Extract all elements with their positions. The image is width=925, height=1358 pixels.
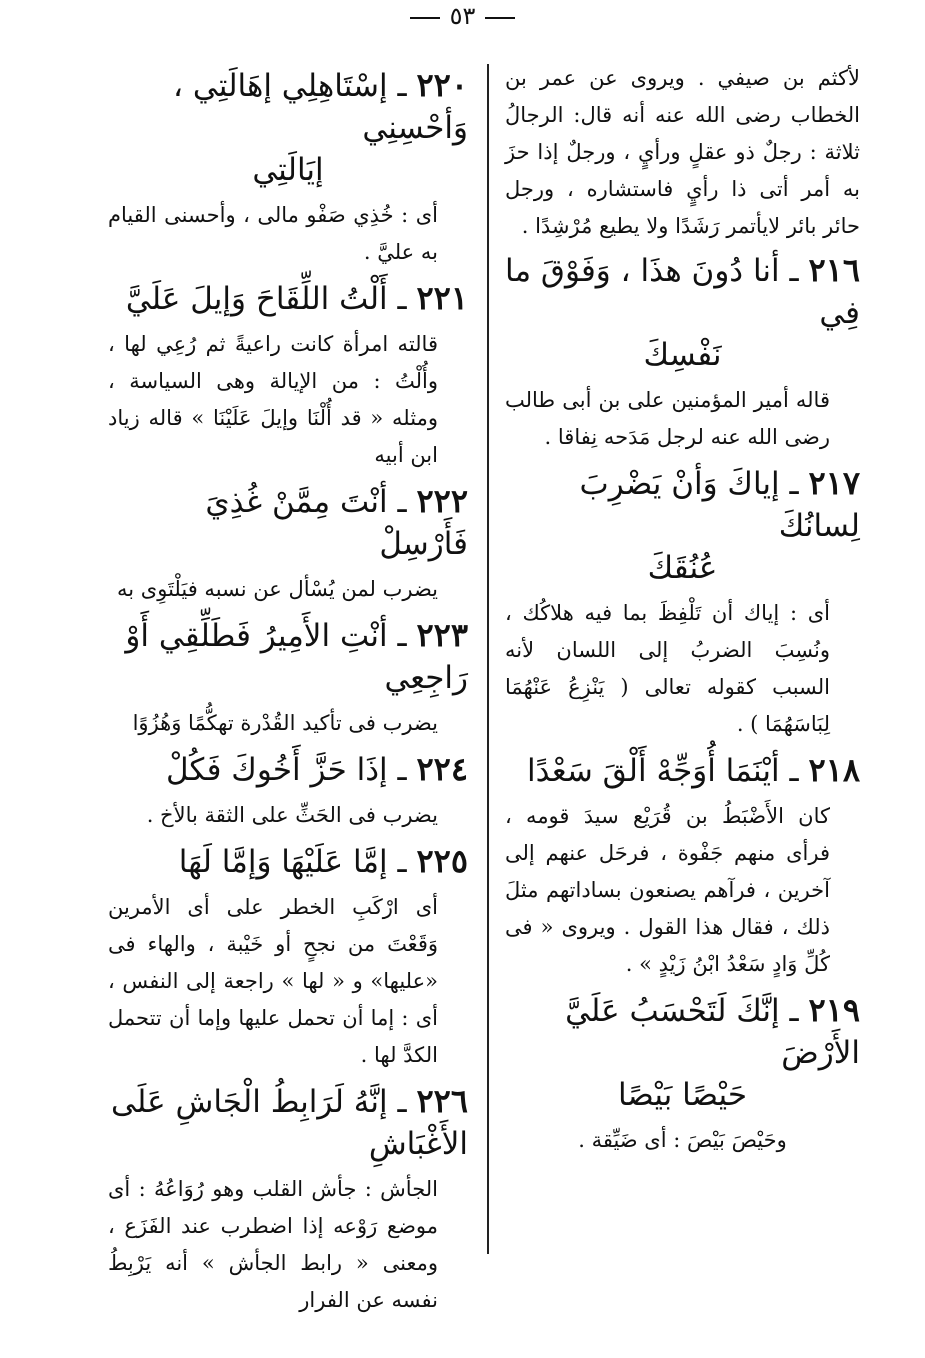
page-number: [0, 2, 925, 30]
entry-proverb: أنْتَ مِمَّنْ غُذِيَ فَأَرْسِلْ: [205, 484, 468, 562]
entry-224: [108, 748, 468, 834]
entry-218: [505, 749, 860, 983]
right-column: [505, 60, 860, 1165]
page-number-dash-right: [485, 17, 515, 19]
entry-explanation: أى ارْكَبِ الخطر على أى الأمرين وَقَعْتَ من نجحٍ أو خَيْبة ، والهاء فى «عليها» و « لها » راجعة إلى النفس ، أى : إما أن تحمل عليها وإما أن تتحمل الكدَّ لها .: [108, 895, 438, 1067]
entry-proverb: إنَّكَ لَتَحْسَبُ عَلَيَّ الأَرْضَ: [565, 993, 860, 1071]
entry-222: [108, 480, 468, 608]
entry-proverb: إسْتَاهِلِي إهَالَتِي ، وَأحْسِنِي: [173, 68, 468, 146]
entry-proverb-continued: إيَالَتِي: [252, 152, 324, 188]
entry-explanation: يضرب فى الحَثِّ على الثقة بالأخ .: [146, 803, 438, 827]
entry-explanation: قاله أمير المؤمنين على بن أبى طالب رضى الله عنه لرجل مَدَحه نِفاقا .: [505, 388, 830, 449]
right-column-intro: لأكثم بن صيفي . ويروى عن عمر بن الخطاب رضى الله عنه أنه قال: الرجالُ ثلاثة : رجلٌ ذو عقلٍ ورأيٍ ، ورجلٌ إذا حزَ به أمر أتى ذا رأيٍ فاستشاره ، ورجل حائر بائر لايأتمر رَشَدًا ولا يطيع مُرْشِدًا .: [505, 66, 860, 238]
entry-heading: ٢٢٣ ـ أنْتِ الأَمِيرُ فَطَلِّقِي أَوْ رَاجِعِي: [125, 616, 468, 696]
entry-heading: ٢١٦ ـ أنا دُونَ هذَا ، وَفَوْقَ ما فِي نَفْسِكَ: [505, 249, 860, 376]
entry-223: [108, 614, 468, 742]
entry-216: [505, 249, 860, 456]
entry-proverb: أَلْتُ اللِّقَاحَ وَإيلَ عَلَيَّ: [125, 281, 388, 317]
entry-explanation: وحَيْصَ بَيْصَ : أى ضَيِّقة .: [578, 1128, 787, 1152]
entry-heading: ٢١٨ ـ أيْنَمَا أُوَجِّهْ أَلْقَ سَعْدًا: [527, 751, 860, 789]
entry-proverb: أنْتِ الأَمِيرُ فَطَلِّقِي أَوْ رَاجِعِي: [125, 618, 468, 696]
entry-number: ٢١٧: [808, 464, 860, 502]
entry-number: ٢٢٥: [416, 842, 468, 880]
entry-proverb: إمَّا عَلَيْهَا وَإمَّا لَهَا: [178, 844, 388, 880]
entry-number: ٢٢٢: [416, 482, 468, 520]
entry-number: ٢٢٠: [416, 66, 468, 104]
entry-heading: ٢١٩ ـ إنَّكَ لَتَحْسَبُ عَلَيَّ الأَرْضَ حَيْصًا بَيْصًا: [505, 989, 860, 1116]
entry-heading: ٢٢١ ـ أَلْتُ اللِّقَاحَ وَإيلَ عَلَيَّ: [125, 279, 468, 317]
left-column: [108, 60, 468, 1325]
entry-225: [108, 840, 468, 1074]
entry-226: [108, 1080, 468, 1319]
entry-explanation: الجأش : جأش القلب وهو رُوَاعُهُ : أى موضع رَوْعه إذا اضطرب عند الفَزَع ، ومعنى « رابط الجأش » أنه يَرْبِطُ نفسه عن الفرار: [108, 1177, 438, 1312]
entry-number: ٢١٨: [808, 751, 860, 789]
entry-heading: ٢٢٢ ـ أنْتَ مِمَّنْ غُذِيَ فَأَرْسِلْ: [205, 482, 468, 562]
entry-220: [108, 64, 468, 271]
entry-proverb: أيْنَمَا أُوَجِّهْ أَلْقَ سَعْدًا: [527, 753, 780, 789]
entry-explanation: كان الأَضْبَطُ بن قُرَيْع سيدَ قومه ، فرأى منهم جَفْوة ، فرحَل عنهم إلى آخرين ، فرآهم يصنعون بساداتهم مثلَ ذلك ، فقال هذا القول . ويروى « فى كُلِّ وَادٍ سَعْدُ ابْنُ زَيْدٍ » .: [505, 804, 830, 976]
entry-explanation: يضرب فى تأكيد القُدْرة تهكُّمًا وَهُزُوًا: [132, 711, 438, 735]
entry-number: ٢١٩: [808, 991, 860, 1029]
entry-explanation: يضرب لمن يُسْأل عن نسبه فيَلْتَوِى به: [117, 577, 438, 601]
entry-219: [505, 989, 860, 1159]
entry-number: ٢٢٦: [416, 1082, 468, 1120]
entry-heading: ٢٢٠ ـ إسْتَاهِلِي إهَالَتِي ، وَأحْسِنِي إيَالَتِي: [108, 64, 468, 191]
entry-explanation: قالته امرأة كانت راعيةً ثم رُعِي لها ، وأُلْتُ : من الإيالة وهى السياسة ، ومثله « قد أُلْنَا وإيلَ عَلَيْنَا » قاله زياد ابن أبيه: [108, 332, 438, 467]
entry-number: ٢٢١: [416, 279, 468, 317]
entry-proverb: إياكَ وَأنْ يَضْرِبَ لِسانُكَ: [579, 466, 860, 544]
entry-proverb: إذَا حَزَّ أَخُوكَ فَكُلْ: [166, 752, 388, 788]
column-divider: [487, 64, 489, 1254]
entry-heading: ٢١٧ ـ إياكَ وَأنْ يَضْرِبَ لِسانُكَ عُنُقَكَ: [505, 462, 860, 589]
entry-proverb-continued: عُنُقَكَ: [647, 550, 718, 586]
entry-number: ٢١٦: [808, 251, 860, 289]
entry-proverb-continued: حَيْصًا بَيْصًا: [617, 1077, 747, 1113]
entry-heading: ٢٢٥ ـ إمَّا عَلَيْهَا وَإمَّا لَهَا: [178, 842, 468, 880]
entry-221: [108, 277, 468, 474]
entry-proverb-continued: نَفْسِكَ: [643, 337, 722, 373]
entry-number: ٢٢٣: [416, 616, 468, 654]
entry-proverb: إنَّهُ لَرَابِطُ الْجَاشِ عَلَى الأَغْبَاشِ: [111, 1084, 468, 1162]
entry-explanation: أى : إياك أن تَلْفِظَ بما فيه هلاكُك ، ونُسِبَ الضربُ إلى اللسان لأنه السبب كقوله تعالى ( يَنْزِعُ عَنْهُمَا لِبَاسَهُمَا ) .: [505, 601, 830, 736]
entry-number: ٢٢٤: [416, 750, 468, 788]
entry-217: [505, 462, 860, 743]
entry-proverb: أنا دُونَ هذَا ، وَفَوْقَ ما فِي: [505, 253, 860, 331]
entry-heading: ٢٢٤ ـ إذَا حَزَّ أَخُوكَ فَكُلْ: [166, 750, 468, 788]
page-number-text: ٥٣: [449, 2, 476, 30]
entry-heading: ٢٢٦ ـ إنَّهُ لَرَابِطُ الْجَاشِ عَلَى الأَغْبَاشِ: [111, 1082, 468, 1162]
entry-explanation: أى : خُذِي صَفْو مالى ، وأحسنى القيام به عليَّ .: [108, 203, 438, 264]
page-number-dash-left: [410, 17, 440, 19]
